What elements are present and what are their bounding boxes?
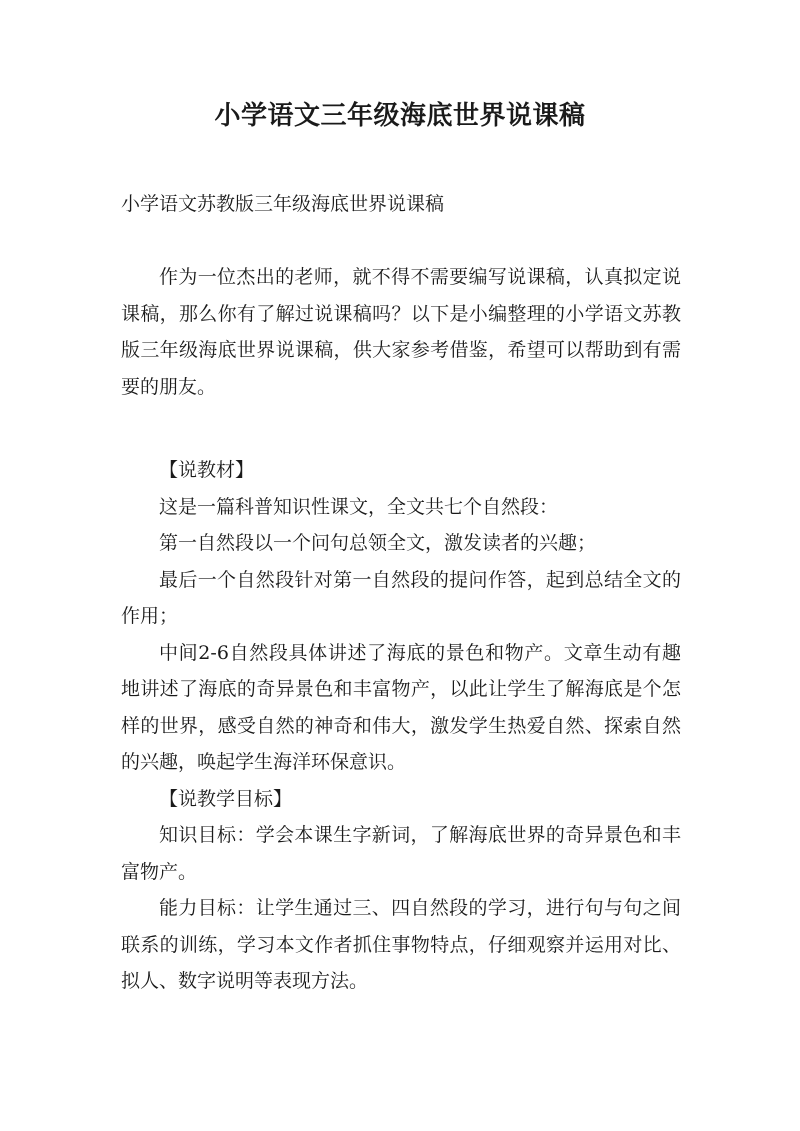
document-title: 小学语文三年级海底世界说课稿 <box>214 101 586 131</box>
intro-block <box>121 259 681 405</box>
main-body <box>121 452 681 1000</box>
textbook-paragraph: 这是一篇科普知识性课文，全文共七个自然段： <box>159 495 559 518</box>
textbook-paragraph: 中间2-6自然段具体讲述了海底的景色和物产。文章生动有趣地讲述了海底的奇异景色和丰富物产，以此让学生了解海底是个怎样的世界，感受自然的神奇和伟大，激发学生热爱自然、探索自然的兴趣，唤起学生海洋环保意识。 <box>121 641 681 773</box>
section-heading-goals: 【说教学目标】 <box>159 787 293 810</box>
document-subtitle: 小学语文苏教版三年级海底世界说课稿 <box>121 193 445 215</box>
textbook-paragraph: 第一自然段以一个问句总领全文，激发读者的兴趣； <box>159 532 597 554</box>
goals-paragraph: 能力目标：让学生通过三、四自然段的学习，进行句与句之间联系的训练，学习本文作者抓住事物特点，仔细观察并运用对比、拟人、数字说明等表现方法。 <box>121 897 681 992</box>
intro-paragraph: 作为一位杰出的老师，就不得不需要编写说课稿，认真拟定说课稿，那么你有了解过说课稿吗？以下是小编整理的小学语文苏教版三年级海底世界说课稿，供大家参考借鉴，希望可以帮助到有需要的朋友。 <box>121 266 681 398</box>
section-heading-textbook: 【说教材】 <box>159 459 255 481</box>
goals-paragraph: 知识目标：学会本课生字新词，了解海底世界的奇异景色和丰富物产。 <box>121 824 681 883</box>
textbook-paragraph: 最后一个自然段针对第一自然段的提问作答，起到总结全文的作用； <box>121 568 681 627</box>
